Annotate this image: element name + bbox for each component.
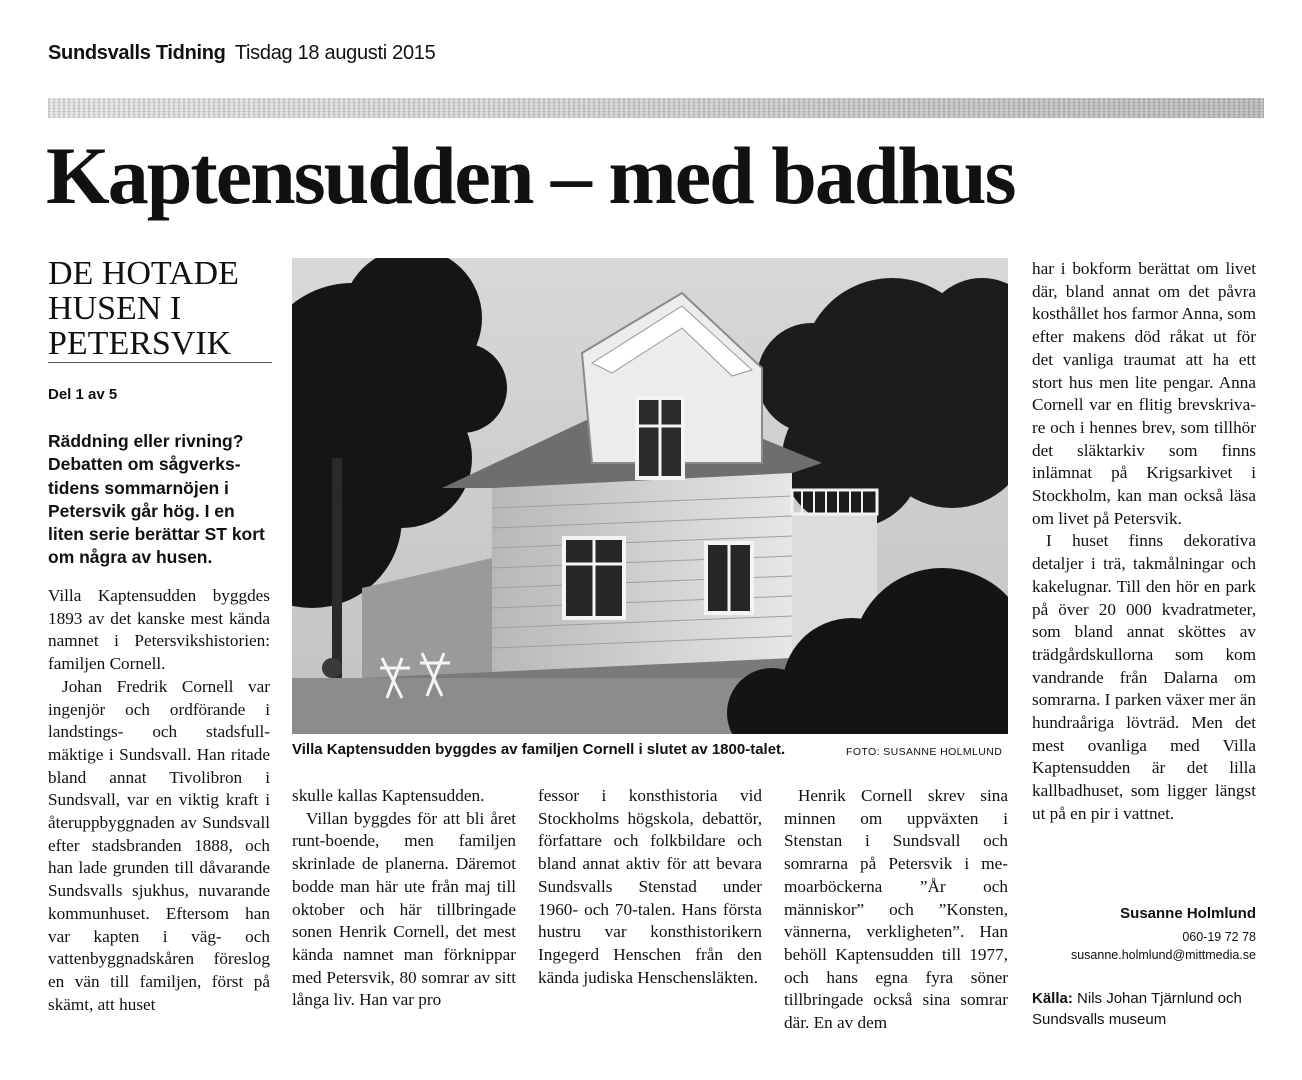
source-note <box>1032 988 1256 1030</box>
headline: Kaptensudden – med badhus <box>46 130 1015 221</box>
series-kicker: DE HOTADE HUSEN I PETERSVIK <box>48 255 239 362</box>
source-label: Källa: <box>1032 990 1073 1007</box>
author-email: susanne.holmlund@mittmedia.se <box>1070 948 1256 962</box>
masthead <box>48 42 435 65</box>
paragraph: Villan byggdes för att bli året runt-boende, men familjen skrinlade de planerna. Däremot bodde man här ute från maj till oktober och här tillbringade sonen Henrik Cornell, det mest kända namnet man förknippar med Petersvik, 80 somrar av sitt långa liv. Han var pro <box>292 808 516 1010</box>
body-column-2 <box>292 785 516 1012</box>
newspaper-name: Sundsvalls Tidning <box>48 42 226 64</box>
paragraph: I huset finns dekorativa detaljer i trä, takmålningar och kakelugnar. Till den hör en park på över 20 000 kvadratmeter, som bland annat sköttes av trädgårdskullorna som kom vandrande från Dalarna om somrarna. I parken växer mer än hundraåriga lövträd. Men det mest ovanliga med Villa Kaptensudden är det lilla kallbadhuset, som ligger längst ut på en pir i vattnet. <box>1032 531 1256 823</box>
house-photo <box>292 258 1008 734</box>
paragraph: fessor i konsthistoria vid Stockholms högskola, debattör, författare och folkbildare och bland annat aktiv för att bevara Sundsvalls Stenstad under 1960- och 70-talen. Hans första hustru var konsthistorikern Ingegerd Henschen från den kända judiska Henschensläkten. <box>538 786 762 987</box>
paragraph: Villa Kaptensudden byggdes 1893 av det kanske mest kända namnet i Petersvikshistorien: familjen Cornell. <box>48 586 270 674</box>
photo-caption: Villa Kaptensudden byggdes av familjen Cornell i slutet av 1800-talet. <box>292 741 786 758</box>
body-column-1 <box>48 585 270 1016</box>
paragraph: Henrik Cornell skrev sina minnen om uppväxten i Stenstan i Sundsvall och somrarna på Petersvik i memoarböckerna ”År och människor” och ”Konsten, vännerna, verkligheten”. Han behöll Kaptensudden till 1977, och hans egna fyra söner tillbringade också sina somrar där. En av dem <box>784 786 1008 1033</box>
author-name: Susanne Holmlund <box>1120 905 1256 922</box>
photo-credit: FOTO: SUSANNE HOLMLUND <box>846 746 1003 758</box>
body-column-3 <box>538 785 762 989</box>
series-part: Del 1 av 5 <box>48 386 118 403</box>
source-text: Nils Johan Tjärnlund och Sundsvalls museum <box>1032 990 1242 1028</box>
paragraph: har i bokform berättat om livet där, bland annat om det påvra kosthållet hos farmor Anna, som efter makens död råkat ut för det vanliga traumat att ha ett stort hus men lite pengar. Anna Cornell var en flitig brevskrivare och i hennes brev, som tillhör det släktarkiv som finns inlämnat på Krigsarkivet i Stockholm, kan man också läsa om livet på Petersvik. <box>1032 259 1256 528</box>
body-column-5 <box>1032 258 1256 826</box>
body-column-4 <box>784 785 1008 1035</box>
paragraph: Johan Fredrik Cornell var ingenjör och ordförande i landstings- och stadsfullmäktige i Sundsvall. Han ritade bland annat Tivolibron i Sundsvall, var en viktig kraft i återuppbyggnaden av Sundsvall efter stadsbranden 1888, och han lade grunden till dåvarande Sundsvalls sjukhus, nuvarande kommunhuset. Eftersom han var kapten i väg- och vattenbyggnadskåren föreslog en vän till familjen, först på skämt, att huset <box>48 676 270 1014</box>
ingress: Räddning eller rivning? Debatten om sågverkstidens sommarnöjen i Petersvik går hög. I en liten serie berättar ST kort om några av husen. <box>48 431 265 568</box>
kicker-divider <box>48 362 272 363</box>
house-photo-illustration <box>292 258 1008 734</box>
masthead-rule <box>48 98 1264 118</box>
paragraph: skulle kallas Kaptensudden. <box>292 786 485 805</box>
issue-date: Tisdag 18 augusti 2015 <box>234 42 436 64</box>
author-phone: 060-19 72 78 <box>1182 930 1256 944</box>
